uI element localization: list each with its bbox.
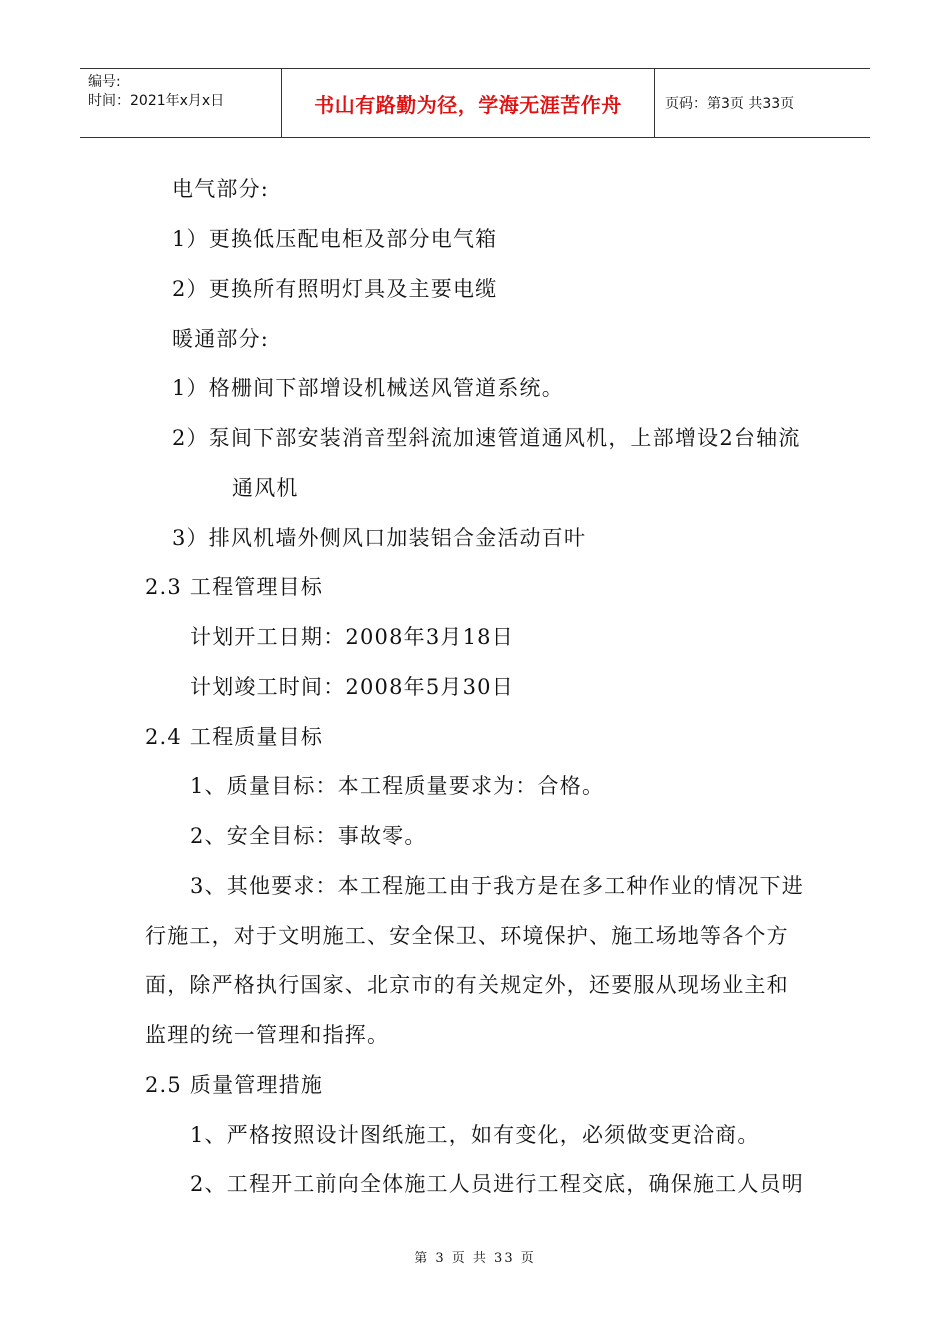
page-header (80, 68, 870, 138)
section-electrical-heading: 电气部分: (172, 177, 270, 201)
header-page-info: 页码：第3页 共33页 (665, 96, 795, 112)
paragraph-line: 监理的统一管理和指挥。 (145, 1023, 390, 1047)
paragraph-line: 3、其他要求：本工程施工由于我方是在多工种作业的情况下进 (190, 874, 804, 898)
paragraph-line: 1）格栅间下部增设机械送风管道系统。 (172, 376, 564, 400)
paragraph-line: 计划开工日期：2008年3月18日 (190, 625, 514, 649)
paragraph-line: 2）泵间下部安装消音型斜流加速管道通风机，上部增设2台轴流 (172, 426, 801, 450)
section-heading-2-5: 2.5 质量管理措施 (145, 1073, 324, 1097)
paragraph-line: 3）排风机墙外侧风口加装铝合金活动百叶 (172, 526, 587, 550)
paragraph-line: 面，除严格执行国家、北京市的有关规定外，还要服从现场业主和 (145, 973, 789, 997)
document-number-label: 编号: (88, 74, 121, 90)
paragraph-line: 1、质量目标：本工程质量要求为：合格。 (190, 774, 605, 798)
paragraph-line: 计划竣工时间：2008年5月30日 (190, 675, 514, 699)
section-hvac-heading: 暖通部分: (172, 327, 270, 351)
paragraph-line: 行施工，对于文明施工、安全保卫、环境保护、施工场地等各个方 (145, 924, 789, 948)
paragraph-line: 通风机 (232, 476, 299, 500)
paragraph-line: 1）更换低压配电柜及部分电气箱 (172, 227, 498, 251)
header-motto: 书山有路勤为径，学海无涯苦作舟 (282, 69, 655, 137)
section-heading-2-3: 2.3 工程管理目标 (145, 575, 324, 599)
paragraph-line: 1、严格按照设计图纸施工，如有变化，必须做变更洽商。 (190, 1123, 760, 1147)
paragraph-line: 2、安全目标：事故零。 (190, 824, 427, 848)
document-time-label: 时间：2021年x月x日 (88, 93, 225, 109)
header-meta (80, 69, 282, 137)
section-heading-2-4: 2.4 工程质量目标 (145, 725, 324, 749)
paragraph-line: 2）更换所有照明灯具及主要电缆 (172, 277, 498, 301)
paragraph-line: 2、工程开工前向全体施工人员进行工程交底，确保施工人员明 (190, 1172, 804, 1196)
page-footer: 第 3 页 共 33 页 (414, 1251, 536, 1266)
